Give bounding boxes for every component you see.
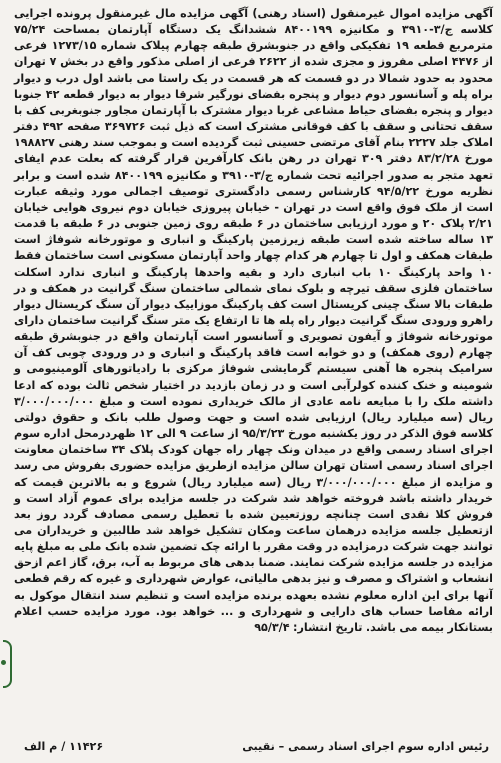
- notice-body: آگهی مزایده اموال غیرمنقول (اسناد رهنی) آگهی مزایده مال غیرمنقول پرونده اجرایی کلاسه ج/۳-۳۹۱۰ و مکانیزه ۸۴۰۰۱۹۹ ششدانگ یک دستگاه آپارتمان بمساحت ۷۵/۲۴ مترمربع قطعه ۱۹ تفکیکی واقع در جنوبشرق طبقه چهارم پیلاک شماره ۱۲۷۳/۱۵ فرعی از ۴۴۷۶ اصلی مفروز و مجزی شده از ۲۶۲۲ فرعی از اصلی مذکور واقع در بخش ۷ تهران محدود به حدود شمالا در دو قسمت که هر قسمت در یک راستا می باشد اول درب و دیوار براه پله و آسانسور دوم دیوار و پنجره بفضای نورگیر شرقا دیوار به دیوار قطعه ۴۲ جنوبا دیوار و پنجره بفضای حیاط مشاعی غربا دیوار مشترک با آپارتمان مجاور جنوبغربی کف با سقف تحتانی و سقف با کف فوقانی مشترک است که ذیل ثبت ۳۶۹۷۲۶ صفحه ۴۹۲ دفتر املاک جلد ۲۲۲۷ بنام آقای مرتضی حسینی ثبت گردیده است و بموجب سند رهنی ۱۹۸۸۲۷ مورخ ۸۳/۲/۲۸ دفتر ۳۰۹ تهران در رهن بانک کارآفرین قرار گرفته که بعلت عدم ایفای تعهد متجر به صدور اجرائیه تحت شماره ج/۳-۳۹۱۰ و مکانیزه ۸۴۰۰۱۹۹ شده است و برابر نظریه مورخ ۹۴/۵/۲۲ کارشناس رسمی دادگستری توصیف اجمالی مورد وثیقه عبارت است از ملک فوق واقع است در تهران - خیابان پیروزی خیابان دوم نیروی هوایی خیابان ۲/۲۱ پلاک ۲۰ و مورد ارزیابی ساختمان در ۶ طبقه روی زمین جنوبی در ۶ طبقه با قدمت ۱۳ ساله ساخته شده است طبقه زیرزمین پارکینگ و انباری و موتورخانه شوفاژ است طبقات همکف و اول تا چهارم هر کدام چهار واحد آپارتمان مسکونی است ساختمان فقط ۱۰ واحد پارکینگ ۱۰ باب انباری دارد و بقیه واحدها پارکینگ و انباری ندارد اسکلت ساختمان فلزی سقف تیرچه و بلوک نمای شمالی ساختمان سنگ گرانیت در همکف و در طبقات بالا سنگ چینی کریستال است کف پارکینگ موزاییک دیوار آن سنگ کریستال دیوار راهرو ورودی سنگ گرانیت دیوار راه پله ها تا ارتفاع یک متر سنگ گرانیت ساختمان دارای موتورخانه شوفاژ و آیفون تصویری و آسانسور است آپارتمان واقع در جنوبشرق طبقه چهارم (روی همکف) و دو خوابه است فاقد پارکینگ و انباری و در ورودی چوبی کف آن سرامیک پنجره ها آهنی سیستم گرمایشی شوفاژ مرکزی با رادیاتورهای آلومینیومی و شومینه و خنک کننده کولرآبی است و در زمان بازدید در اختیار شخص ثالث بوده که ادعا داشته ملک را با مبایعه نامه عادی از مالک خریداری نموده است و مبلغ ۳/۰۰۰/۰۰۰/۰۰۰ ریال (سه میلیارد ریال) ارزیابی شده است و جهت وصول طلب بانک و حقوق دولتی کلاسه فوق الذکر در روز یکشنبه مورخ ۹۵/۳/۲۳ از ساعت ۹ الی ۱۲ ظهردرمحل اداره سوم اجرای اسناد رسمی واقع در میدان ونک چهار راه جهان کودک پلاک ۳۴ ساختمان معاونت اجرای اسناد رسمی استان تهران سالن مزایده ازطریق مزایده حضوری بفروش می رسد و مزایده از مبلغ ۳/۰۰۰/۰۰۰/۰۰۰ ریال (سه میلیارد ریال) شروع و به بالاترین قیمت که خریدار داشته باشد فروخته خواهد شد شرکت در جلسه مزایده برای عموم آزاد است و فروش کلا نقدی است چنانچه روزتعیین شده با تعطیل رسمی مصادف گردد روز بعد ازتعطیل جلسه مزایده درهمان ساعت ومکان تشکیل خواهد شد طالبین و خریداران می توانند جهت شرکت درمزایده در وقت مقرر با ارائه چک تضمین شده بانک ملی به مبلغ پایه مزایده در جلسه مزایده شرکت نمایند. ضمنا بدهی های مربوط به آب، برق، گاز اعم ازحق انشعاب و اشتراک و مصرف و نیز بدهی مالیاتی، عوارض شهرداری و غیره که رقم قطعی آنها برای این اداره معلوم نشده بعهده برنده مزایده است و تنظیم سند انتقال موکول به ارائه مفاصا حساب های دارایی و شهرداری و ... خواهد بود. مورد مزایده حسب اعلام بستانکار بیمه می باشد. تاریخ انتشار: ۹۵/۳/۴: [14, 7, 493, 634]
- notice-footer: [24, 740, 489, 753]
- green-edge-marker: [3, 640, 12, 688]
- auction-notice: [14, 6, 493, 741]
- reference-number: ۱۱۴۲۶ / م الف: [24, 740, 104, 753]
- signature-line: رئیس اداره سوم اجرای اسناد رسمی – نقیبی: [242, 740, 489, 753]
